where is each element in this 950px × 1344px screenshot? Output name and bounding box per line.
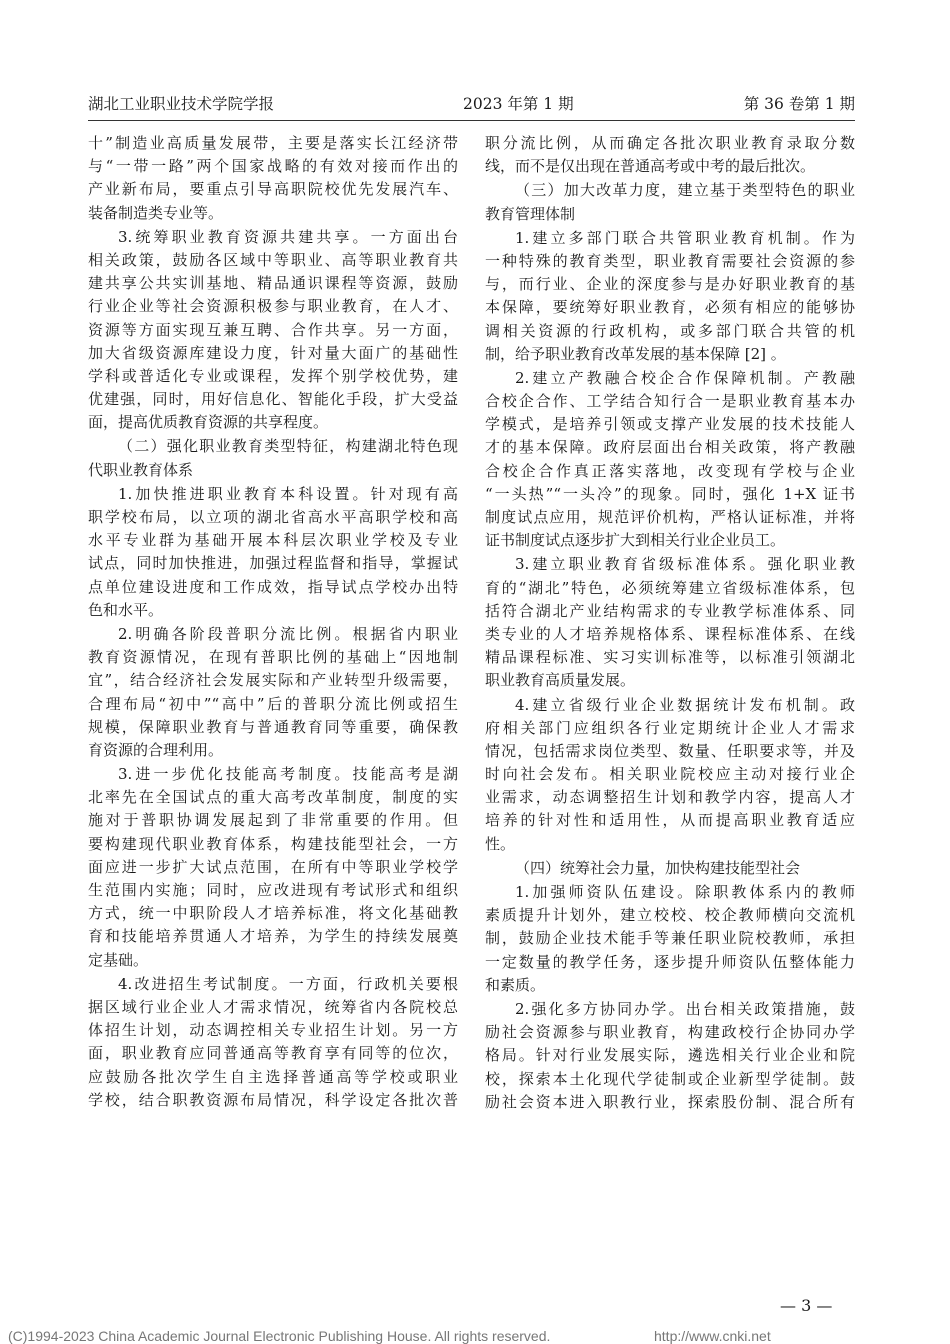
text-line: 府相关部门应组织各行业定期统计企业人才需求 (485, 718, 855, 737)
text-line: 要构建现代职业教育体系，构建技能型社会，一方 (88, 834, 458, 853)
text-line: 2.明确各阶段普职分流比例。根据省内职业 (118, 624, 458, 643)
text-line: 方式，统一中职阶段人才培养标准，将文化基础教 (88, 904, 458, 923)
text-line: 一定数量的教学任务，逐步提升师资队伍整体能力 (485, 952, 855, 971)
text-line: 4.建立省级行业企业数据统计发布机制。政 (515, 695, 855, 714)
text-line: 学校，结合职教资源布局情况，科学设定各批次普 (88, 1090, 458, 1109)
text-line: 应鼓励各批次学生自主选择普通高等学校或职业 (88, 1067, 458, 1086)
text-line: 育资源的合理利用。 (88, 740, 224, 759)
text-line: 色和水平。 (88, 600, 164, 619)
text-line: 育的“湖北”特色，必须统筹建立省级标准体系，包 (485, 578, 855, 597)
text-line: 规模，保障职业教育与普通教育同等重要，确保教 (88, 717, 458, 736)
copyright-footer: (C)1994-2023 China Academic Journal Electronic Publishing House. All rights reserved. (8, 1328, 551, 1344)
volume-label: 第 36 卷第 1 期 (743, 95, 855, 113)
text-line: 调相关资源的行政机构，或多部门联合共管的机 (485, 321, 855, 340)
text-line: 1.建立多部门联合共管职业教育机制。作为 (515, 228, 855, 247)
text-line: 1.加快推进职业教育本科设置。针对现有高 (118, 484, 458, 503)
text-line: 职业教育高质量发展。 (485, 671, 636, 690)
text-line: 培养的针对性和适用性，从而提高职业教育适应 (485, 811, 855, 830)
text-line: 点单位建设进度和工作成效，指导试点学校办出特 (88, 577, 458, 596)
text-line: 据区域行业企业人才需求情况，统筹省内各院校总 (88, 997, 458, 1016)
paragraph (88, 483, 458, 622)
text-line: 北率先在全国试点的重大高考改革制度，制度的实 (88, 788, 458, 807)
text-line: 教育管理体制 (485, 204, 576, 223)
text-line: 1.加强师资队伍建设。除职教体系内的教师 (515, 883, 855, 901)
text-line: 十”制造业高质量发展带，主要是落实长江经济带 (88, 134, 458, 152)
text-line: 4.改进招生考试制度。一方面，行政机关要根 (118, 974, 458, 993)
text-line: 合理布局“初中”“高中”后的普职分流比例或招生 (88, 694, 458, 713)
paragraph (88, 226, 458, 435)
paragraph (88, 763, 458, 972)
text-line: “一头热”“一头冷”的现象。同时，强化 1+X 证书 (485, 484, 855, 503)
text-line: 素质提升计划外，建立校校、校企教师横向交流机 (485, 906, 855, 925)
text-line: 合校企合作真正落实落地，改变现有学校与企业 (485, 461, 855, 480)
text-line: 与，而行业、企业的深度参与是办好职业教育的基 (485, 275, 855, 294)
text-line: 一种特殊的教育类型，职业教育需要社会资源的参 (485, 251, 855, 270)
text-line: 加大省级资源库建设力度，针对量大面广的基础性 (88, 343, 458, 362)
text-line: 施对于普职协调发展起到了非常重要的作用。但 (88, 811, 458, 830)
text-line: 制度试点应用，规范评价机构，严格认证标准，并将 (485, 508, 855, 526)
issue-label: 2023 年第 1 期 (463, 95, 574, 113)
paragraph (88, 623, 458, 762)
text-line: 代职业教育体系 (88, 460, 194, 479)
text-line: 类专业的人才培养规格体系、课程标准体系、在线 (485, 624, 855, 643)
paragraph (88, 973, 458, 1112)
paragraph (485, 694, 855, 856)
text-line: 格局。针对行业发展实际，遴选相关行业企业和院 (485, 1046, 855, 1065)
cnki-url: http://www.cnki.net (654, 1328, 771, 1344)
paragraph (485, 998, 855, 1114)
text-line: 育和技能培养贯通人才培养，为学生的持续发展奠 (88, 927, 458, 946)
text-line: 括符合湖北产业结构需求的专业教学标准体系、同 (485, 601, 855, 620)
paragraph (485, 857, 855, 880)
text-line: 面应进一步扩大试点范围，在所有中等职业学校学 (88, 857, 458, 876)
paragraph (485, 227, 855, 366)
text-line: 2.强化多方协同办学。出台相关政策措施，鼓 (515, 999, 855, 1018)
text-line: 产业新布局，要重点引导高职院校优先发展汽车、 (88, 180, 458, 199)
text-line: 职学校布局，以立项的湖北省高水平高职学校和高 (88, 508, 458, 526)
text-line: 面，提高优质教育资源的共享程度。 (88, 413, 329, 432)
text-line: 宜”，结合经济社会发展实际和产业转型升级需要， (88, 671, 458, 690)
text-line: 和素质。 (485, 975, 546, 994)
text-line: 水平专业群为基础开展本科层次职业学校及专业 (88, 531, 458, 550)
text-line: 励社会资本进入职教行业，探索股份制、混合所有 (485, 1092, 855, 1111)
text-line: （三）加大改革力度，建立基于类型特色的职业 (515, 181, 855, 200)
text-line: 情况，包括需求岗位类型、数量、任职要求等，并及 (485, 741, 855, 760)
text-line: 3.建立职业教育省级标准体系。强化职业教 (515, 555, 855, 574)
paragraph (485, 881, 855, 997)
text-line: 面，职业教育应同普通高等教育享有同等的位次， (88, 1044, 458, 1063)
text-line: 本保障，要统筹好职业教育，必须有相应的能够协 (485, 298, 855, 317)
paragraph (88, 435, 458, 481)
text-line: 建共享公共实训基地、精品通识课程等资源，鼓励 (88, 274, 458, 293)
text-line: 试点，同时加快推进，加强过程监督和指导，掌握试 (88, 554, 458, 573)
page-number: — 3 — (780, 1296, 833, 1315)
journal-name: 湖北工业职业技术学院学报 (88, 95, 275, 113)
text-line: 时向社会发布。相关职业院校应主动对接行业企 (485, 765, 855, 784)
text-line: 精品课程标准、实习实训标准等，以标准引领湖北 (485, 648, 855, 667)
text-line: 线，而不是仅出现在普通高考或中考的最后批次。 (485, 157, 816, 176)
text-line: （四）统筹社会力量，加快构建技能型社会 (515, 858, 801, 877)
text-line: 3.进一步优化技能高考制度。技能高考是湖 (118, 765, 458, 784)
text-line: 生范围内实施；同时，应改进现有考试形式和组织 (88, 881, 458, 899)
text-line: 职分流比例，从而确定各批次职业教育录取分数 (485, 134, 855, 152)
text-line: 制，给予职业教育改革发展的基本保障 [2] 。 (485, 344, 786, 363)
text-line: 才的基本保障。政府层面出台相关政策，将产教融 (485, 438, 855, 457)
text-line: 证书制度试点逐步扩大到相关行业企业员工。 (485, 531, 786, 550)
paragraph (485, 132, 855, 178)
text-line: （二）强化职业教育类型特征，构建湖北特色现 (118, 437, 458, 456)
text-line: 装备制造类专业等。 (88, 203, 224, 222)
header-rule (88, 120, 855, 121)
text-line: 业需求，动态调整招生计划和教学内容，提高人才 (485, 788, 855, 807)
text-line: 定基础。 (88, 950, 149, 969)
paragraph (485, 179, 855, 225)
running-header (88, 92, 855, 118)
text-line: 与“一带一路”两个国家战略的有效对接而作出的 (88, 157, 458, 176)
text-line: 2.建立产教融合校企合作保障机制。产教融 (515, 368, 855, 387)
paragraph (485, 367, 855, 553)
text-line: 优建强，同时，用好信息化、智能化手段，扩大受益 (88, 390, 458, 409)
text-line: 体招生计划，动态调控相关专业招生计划。另一方 (88, 1021, 458, 1040)
text-line: 校，探索本土化现代学徒制或企业新型学徒制。鼓 (485, 1069, 855, 1088)
paragraph (485, 553, 855, 692)
text-line: 性。 (485, 834, 516, 853)
text-line: 学模式，是培养引领或支撑产业发展的技术技能人 (485, 415, 855, 434)
right-column (485, 132, 855, 1115)
text-line: 学科或普适化专业或课程，发挥个别学校优势，建 (88, 366, 458, 385)
text-line: 行业企业等社会资源积极参与职业教育，在人才、 (88, 297, 458, 316)
text-line: 合校企合作、工学结合知行合一是职业教育基本办 (485, 392, 855, 411)
text-line: 励社会资源参与职业教育，构建政校行企协同办学 (485, 1023, 855, 1042)
paragraph (88, 132, 458, 225)
text-line: 资源等方面实现互兼互聘、合作共享。另一方面， (88, 320, 458, 339)
left-column (88, 132, 458, 1113)
text-line: 3.统筹职业教育资源共建共享。一方面出台 (118, 227, 458, 246)
text-line: 相关政策，鼓励各区域中等职业、高等职业教育共 (88, 250, 458, 269)
text-line: 制，鼓励企业技术能手等兼任职业院校教师，承担 (485, 929, 855, 948)
text-line: 教育资源情况，在现有普职比例的基础上“因地制 (88, 648, 458, 667)
